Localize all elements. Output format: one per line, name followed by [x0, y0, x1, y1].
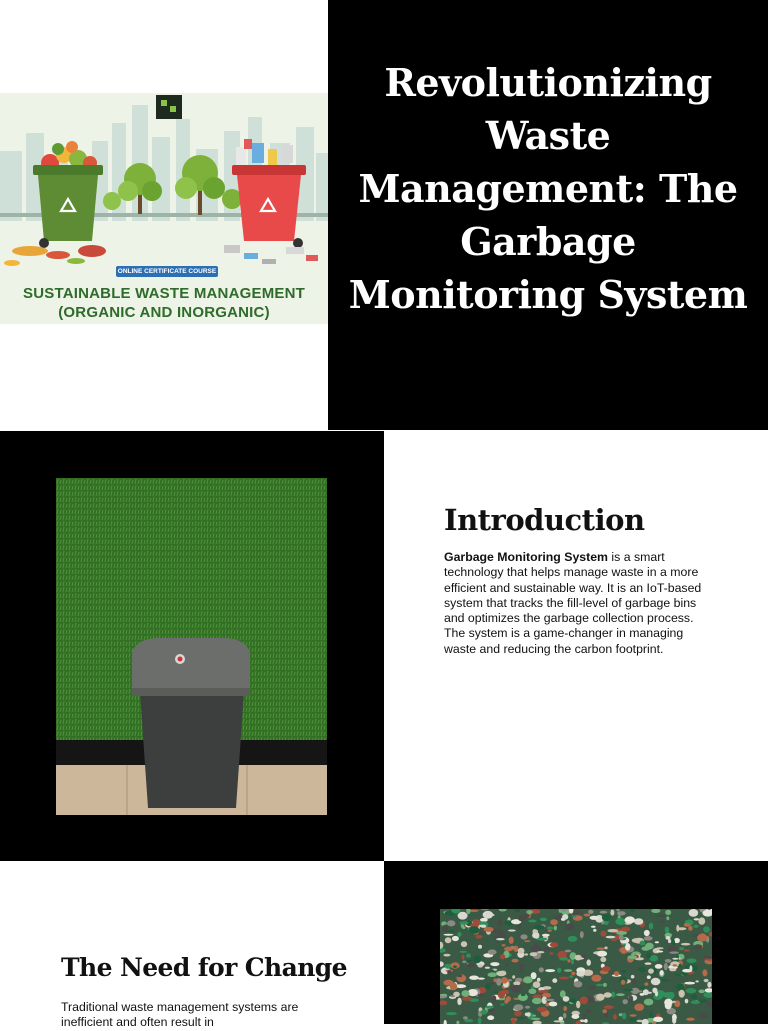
introduction-body-bold: Garbage Monitoring System — [444, 550, 608, 564]
need-for-change-body: Traditional waste management systems are inefficient and often result in — [61, 1000, 299, 1030]
introduction-heading: Introduction — [444, 503, 645, 537]
logo-icon — [156, 95, 182, 119]
course-name-line1: SUSTAINABLE WASTE MANAGEMENT — [23, 285, 305, 302]
slide1-title: Revolutionizing Waste Management: The Garbage Monitoring System — [348, 60, 748, 317]
course-badge: ONLINE CERTIFICATE COURSE — [117, 268, 217, 275]
introduction-body-text: is a smart technology that helps manage waste in a more efficient and sustainable way. It is an IoT-based system that tracks the fill-level of garbage bins and optimizes the garbage collection process. The system is a game-changer in managing waste and reducing the carbon footprint. — [444, 550, 702, 656]
course-name-line2: (ORGANIC AND INORGANIC) — [58, 304, 270, 321]
garbage-bin-photo — [56, 478, 327, 815]
need-for-change-heading: The Need for Change — [61, 953, 347, 982]
waste-texture-photo — [440, 909, 712, 1024]
introduction-body — [444, 550, 706, 657]
